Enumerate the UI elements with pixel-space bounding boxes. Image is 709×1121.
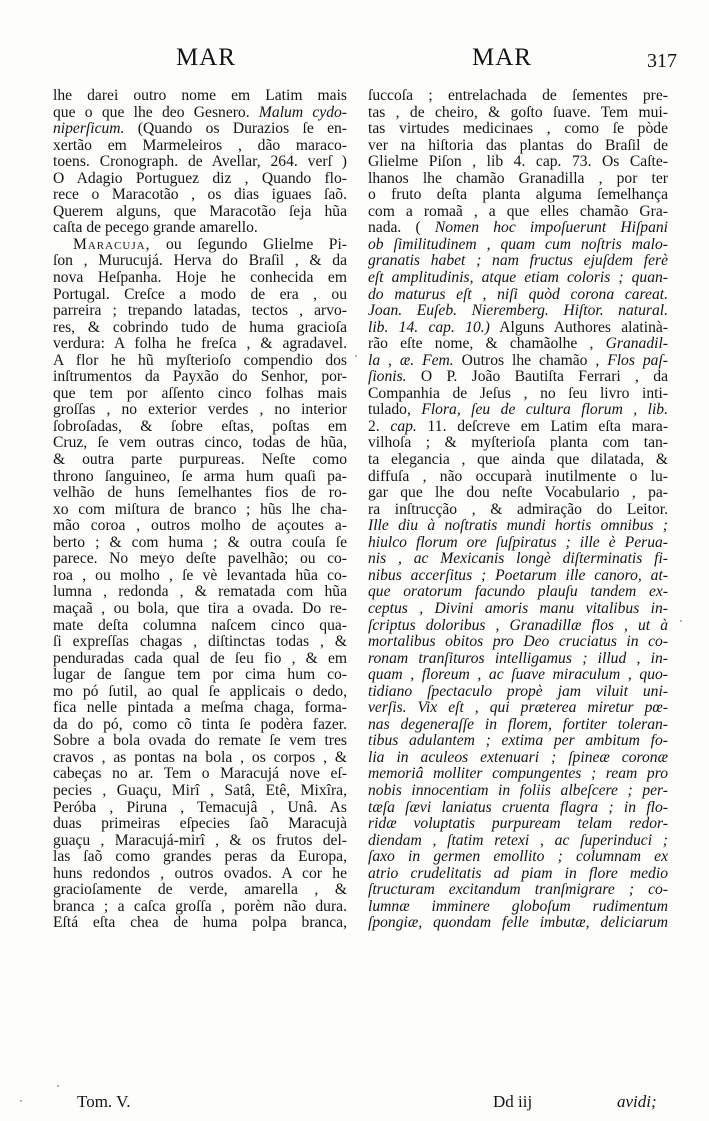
roman-segment: ta elegancia , que ainda que dilatada, & bbox=[368, 451, 668, 469]
text-line bbox=[368, 535, 668, 552]
roman-segment: com a romaã , a que elles chamão Gra- bbox=[368, 202, 668, 220]
text-line bbox=[368, 568, 668, 585]
roman-segment: xertão em Marmeleiros , dão maraco- bbox=[53, 136, 347, 154]
roman-segment: tas virtudes medicinaes , como ſe pòde bbox=[368, 120, 668, 138]
text-line bbox=[53, 800, 347, 817]
text-line bbox=[53, 568, 347, 585]
text-line bbox=[368, 783, 668, 800]
roman-segment: throno ſanguineo, ſe arma hum quaſi pa- bbox=[53, 467, 347, 485]
italic-segment: hiulco florum ore ſuſpiratus ; ille è Perua- bbox=[368, 533, 668, 551]
roman-segment: xo com miſtura de branco ; hũs lhe cha- bbox=[53, 500, 347, 518]
text-line bbox=[53, 750, 347, 767]
italic-segment: la , æ. Fem. bbox=[368, 351, 454, 369]
text-line bbox=[368, 733, 668, 750]
italic-segment: ronam tranſituros intelligamus ; illud , in- bbox=[368, 649, 668, 667]
text-line bbox=[53, 237, 347, 254]
roman-segment: & outra parte purpureas. Neſte como bbox=[53, 451, 347, 469]
text-line bbox=[53, 386, 347, 403]
roman-segment: lumna , redonda , & rematada com hũa bbox=[53, 583, 347, 601]
roman-segment: cravos , as pontas na bola , os corpos , & bbox=[53, 748, 347, 766]
roman-segment: penduradas cada qual de ſeu fio , & em bbox=[53, 649, 347, 667]
roman-segment: 11. deſcreve em Latim eſta mara- bbox=[416, 417, 669, 435]
text-line bbox=[53, 733, 347, 750]
roman-segment: inſtrumentos da Payxão do Senhor, por- bbox=[53, 368, 347, 386]
text-line bbox=[53, 502, 347, 519]
italic-segment: nis , ac Mexicanis longè diſterminatis fi- bbox=[368, 550, 668, 568]
roman-segment: guaçu , Maracujá-mirî , & os frutos del- bbox=[53, 831, 347, 849]
roman-segment: ou ſegundo Glielme Pi- bbox=[150, 235, 347, 253]
roman-segment: ra inſtrucção , & admiração do Leitor. bbox=[368, 500, 668, 518]
roman-segment: berto ; & com huma ; & outra couſa ſe bbox=[53, 533, 347, 551]
scan-speck bbox=[57, 1085, 59, 1087]
text-line bbox=[368, 435, 668, 452]
text-line bbox=[53, 766, 347, 783]
text-line bbox=[368, 287, 668, 304]
italic-segment: niperſicum. bbox=[53, 120, 125, 138]
text-line bbox=[53, 849, 347, 866]
italic-segment: ridæ voluptatis purpuream telam redor- bbox=[368, 815, 668, 833]
text-line bbox=[368, 485, 668, 502]
text-line bbox=[368, 816, 668, 833]
italic-segment: eſt amplitudinis, atque etiam coloris ; quan- bbox=[368, 269, 668, 287]
text-line bbox=[368, 402, 668, 419]
roman-segment: rece o Maracotão , os dias iguaes ſaõ. bbox=[53, 186, 347, 204]
italic-segment: nibus accerſitus ; Poetarum ille canoro, at- bbox=[368, 566, 668, 584]
roman-segment: gracioſamente de verde, amarella , & bbox=[53, 881, 347, 899]
roman-segment: Eſtá eſta chea de huma polpa branca, bbox=[53, 914, 347, 932]
italic-segment: lib. 14. cap. 10.) bbox=[368, 318, 490, 336]
roman-segment: toens. Cronograph. de Avellar, 264. verſ ) bbox=[53, 153, 347, 171]
text-line bbox=[368, 270, 668, 287]
italic-segment: verſis. Vix eſt , qui præterea miretur pœ- bbox=[368, 699, 668, 717]
text-line bbox=[368, 303, 668, 320]
roman-segment: mate deſta columna naſcem cinco qua- bbox=[53, 616, 347, 634]
italic-segment: lia in aculeos extenuari ; ſpineæ coronæ bbox=[368, 748, 668, 766]
text-line bbox=[53, 138, 347, 155]
roman-segment: mo pó ſutil, ao qual ſe applicais o dedo, bbox=[53, 682, 347, 700]
text-line bbox=[53, 684, 347, 701]
text-line bbox=[368, 882, 668, 899]
roman-segment: da do pó, como cõ tinta ſe podèra fazer. bbox=[53, 715, 347, 733]
italic-segment: atrio crudelitatis ad piam in flore medio bbox=[368, 864, 668, 882]
text-line bbox=[53, 402, 347, 419]
text-line bbox=[53, 634, 347, 651]
text-line bbox=[368, 766, 668, 783]
text-line bbox=[368, 551, 668, 568]
italic-segment: quam , floreum , ac ſuave miraculum , quo- bbox=[368, 666, 668, 684]
roman-segment: mão coroa , outros molho de açoutes a- bbox=[53, 517, 347, 535]
roman-segment: huns redondos , outros ovados. A cor he bbox=[53, 864, 347, 882]
italic-segment: ſtructuram excitandum tranſmigrare ; co- bbox=[368, 881, 668, 899]
italic-segment: Ille diu à noſtratis mundi hortis omnibus ; bbox=[368, 517, 668, 535]
volume-mark: Tom. V. bbox=[77, 1092, 131, 1111]
text-line bbox=[53, 618, 347, 635]
roman-segment: ver na hiſtoria das plantas do Braſil de bbox=[368, 136, 668, 154]
text-line bbox=[368, 469, 668, 486]
text-line bbox=[53, 88, 347, 105]
roman-segment: caſta de pecego grande amarello. bbox=[53, 219, 258, 237]
text-line bbox=[53, 270, 347, 287]
roman-segment: Cruz, ſe vem outras cinco, todas de hũa, bbox=[53, 434, 347, 452]
text-line bbox=[53, 651, 347, 668]
text-line bbox=[368, 899, 668, 916]
roman-segment: lhanos lhe chamão Granadilla , por ter bbox=[368, 169, 668, 187]
text-line bbox=[53, 121, 347, 138]
roman-segment: velhão de huns ſemelhantes fios de ro- bbox=[53, 484, 347, 502]
roman-segment: diffuſa , não occuparà inutilmente o lu- bbox=[368, 467, 668, 485]
text-line bbox=[368, 667, 668, 684]
right-text-column bbox=[368, 88, 668, 932]
text-line bbox=[368, 336, 668, 353]
roman-segment: O P. João Bautiſta Ferrari , da bbox=[406, 368, 668, 386]
text-line bbox=[368, 419, 668, 436]
italic-segment: Nomen hoc impoſuerunt Hiſpani bbox=[434, 219, 668, 237]
running-head-left: MAR bbox=[176, 44, 236, 71]
italic-segment: tidiano ſpectaculo propè jam viluit uni- bbox=[368, 682, 668, 700]
roman-segment: O Adagio Portuguez diz , Quando flo- bbox=[53, 169, 347, 187]
text-line bbox=[53, 584, 347, 601]
roman-segment: parece. No meyo deſte pavelhão; ou co- bbox=[53, 550, 347, 568]
italic-segment: nobis innocentiam in foliis albeſcere ; per- bbox=[368, 781, 668, 799]
text-line bbox=[53, 882, 347, 899]
italic-segment: tæſa ſævi laniatus cruenta flagra ; in flo- bbox=[368, 798, 668, 816]
text-line bbox=[53, 783, 347, 800]
roman-segment: tas , de cheiro, & goſto ſuave. Tem mui- bbox=[368, 103, 668, 121]
text-line bbox=[368, 866, 668, 883]
roman-segment: ſuccoſa ; entrelachada de ſementes pre- bbox=[368, 87, 668, 104]
headword: Maracuja, bbox=[73, 235, 151, 253]
text-line bbox=[53, 105, 347, 122]
text-line bbox=[368, 154, 668, 171]
italic-segment: ob ſimilitudinem , quam cum noſtris malo- bbox=[368, 235, 668, 253]
scan-speck bbox=[20, 1100, 22, 1102]
roman-segment: pecies , Guaçu, Mirî , Satâ, Etê, Mixîra, bbox=[53, 781, 347, 799]
italic-segment: Joan. Euſeb. Nieremberg. Hiſtor. natural. bbox=[368, 302, 668, 320]
italic-segment: mortalibus obitos pro Deo cruciatus in co- bbox=[368, 633, 668, 651]
roman-segment: Querem alguns, que Maracotão ſeja hũa bbox=[53, 202, 347, 220]
italic-segment: nas degeneraſſe in florem, fortiter toleran- bbox=[368, 715, 668, 733]
text-line bbox=[53, 899, 347, 916]
text-line bbox=[53, 253, 347, 270]
text-line bbox=[53, 485, 347, 502]
text-line bbox=[53, 518, 347, 535]
italic-segment: Granadil- bbox=[605, 335, 668, 353]
text-line bbox=[368, 353, 668, 370]
text-line bbox=[368, 121, 668, 138]
text-line bbox=[53, 287, 347, 304]
roman-segment: ſobroſadas, & ſobre eſtas, poſtas em bbox=[53, 417, 347, 435]
italic-segment: granatis habet ; nam fructus ejuſdem ferè bbox=[368, 252, 668, 270]
italic-segment: Flos paſ- bbox=[607, 351, 668, 369]
italic-segment: ceptus , Divini amoris manu vitalibus in- bbox=[368, 599, 668, 617]
text-line bbox=[368, 833, 668, 850]
text-line bbox=[53, 866, 347, 883]
text-line bbox=[53, 915, 347, 932]
italic-segment: que oratorum facundo plauſu tandem ex- bbox=[368, 583, 668, 601]
text-line bbox=[53, 535, 347, 552]
italic-segment: Flora, ſeu de cultura florum , lib. bbox=[421, 401, 668, 419]
roman-segment: groſſas , no exterior verdes , no interior bbox=[53, 401, 347, 419]
roman-segment: parreira ; trepando latadas, tectos , arvo- bbox=[53, 302, 347, 320]
text-line bbox=[53, 667, 347, 684]
roman-segment: branca ; a caſca groſſa , porèm não dura. bbox=[53, 897, 347, 915]
text-line bbox=[368, 618, 668, 635]
text-line bbox=[53, 220, 347, 237]
text-line bbox=[368, 584, 668, 601]
italic-segment: ſpongiæ, quondam felle imbutæ, deliciarum bbox=[368, 914, 668, 932]
text-line bbox=[53, 419, 347, 436]
text-line bbox=[368, 849, 668, 866]
text-line bbox=[53, 452, 347, 469]
text-line bbox=[368, 187, 668, 204]
roman-segment: nova Heſpanha. Hoje he conhecida em bbox=[53, 269, 347, 287]
roman-segment: fica nelle pintada a meſma chaga, forma- bbox=[53, 699, 347, 717]
text-line bbox=[53, 816, 347, 833]
text-line bbox=[368, 502, 668, 519]
roman-segment: Portugal. Creſce a modo de era , ou bbox=[53, 285, 347, 303]
roman-segment: que o que lhe deo Gesnero. bbox=[53, 103, 259, 121]
roman-segment: nada. ( bbox=[368, 219, 435, 237]
roman-segment: ſon , Murucujá. Herva do Braſil , & da bbox=[53, 252, 347, 270]
catchword: avidi; bbox=[617, 1092, 657, 1111]
text-line bbox=[368, 386, 668, 403]
roman-segment: (Quando os Durazios ſe en- bbox=[124, 120, 347, 138]
roman-segment: A flor he hũ myſterioſo compendio dos bbox=[53, 351, 347, 369]
italic-segment: lumnæ imminere globoſum rudimentum bbox=[368, 897, 668, 915]
left-text-column bbox=[53, 88, 347, 932]
text-line bbox=[368, 253, 668, 270]
roman-segment: 2. bbox=[368, 417, 391, 435]
text-line bbox=[53, 601, 347, 618]
roman-segment: Glielme Piſon , lib 4. cap. 73. Os Caſte- bbox=[368, 153, 668, 171]
italic-segment: tibus adulantem ; extima per ambitum fo- bbox=[368, 732, 668, 750]
roman-segment: tulado, bbox=[368, 401, 422, 419]
roman-segment: que tem por aſſento cinco folhas mais bbox=[53, 384, 347, 402]
text-line bbox=[53, 204, 347, 221]
text-line bbox=[53, 435, 347, 452]
roman-segment: rão eſte nome, & chamãolhe , bbox=[368, 335, 606, 353]
roman-segment: o fruto deſta planta alguma ſemelhança bbox=[368, 186, 668, 204]
text-line bbox=[368, 369, 668, 386]
text-line bbox=[368, 204, 668, 221]
text-line bbox=[368, 237, 668, 254]
roman-segment: lhe darei outro nome em Latim mais bbox=[53, 87, 347, 104]
text-line bbox=[53, 717, 347, 734]
italic-segment: diendam , ſtatim retexi , ac ſuperinduci ; bbox=[368, 831, 668, 849]
roman-segment: vilhoſa ; & myſterioſa planta com tan- bbox=[368, 434, 668, 452]
roman-segment: roa , ou molho , ſe vè levantada hũa co- bbox=[53, 566, 347, 584]
text-line bbox=[53, 320, 347, 337]
text-line bbox=[368, 750, 668, 767]
text-line bbox=[368, 684, 668, 701]
scan-speck bbox=[680, 620, 682, 622]
running-head-right: MAR bbox=[472, 44, 532, 71]
roman-segment: maçaã , ou bola, que tira a ovada. Do re- bbox=[53, 599, 347, 617]
text-line bbox=[53, 336, 347, 353]
text-line bbox=[53, 833, 347, 850]
text-line bbox=[53, 700, 347, 717]
text-line bbox=[368, 452, 668, 469]
text-line bbox=[53, 187, 347, 204]
italic-segment: ſionis. bbox=[368, 368, 407, 386]
italic-segment: do maturus eſt , niſi quòd corona careat. bbox=[368, 285, 668, 303]
roman-segment: Outros lhe chamão , bbox=[453, 351, 608, 369]
roman-segment: Alguns Authores alatinà- bbox=[489, 318, 668, 336]
italic-segment: memoriâ molliter compungentes ; ream pro bbox=[368, 765, 668, 783]
roman-segment: res, & cobrindo tudo de huma gracioſa bbox=[53, 318, 347, 336]
roman-segment: verdura: A folha he freſca , & agradavel. bbox=[53, 335, 347, 353]
text-line bbox=[368, 320, 668, 337]
text-line bbox=[368, 717, 668, 734]
italic-segment: Malum cydo- bbox=[258, 103, 347, 121]
roman-segment: las ſaõ como grandes peras da Europa, bbox=[53, 848, 347, 866]
text-line bbox=[53, 154, 347, 171]
text-line bbox=[368, 800, 668, 817]
roman-segment: duas primeiras eſpecies ſaõ Maracujà bbox=[53, 815, 347, 833]
italic-segment: ſcriptus doloribus , Granadillæ flos , ut à bbox=[368, 616, 668, 634]
italic-segment: cap. bbox=[390, 417, 417, 435]
text-line bbox=[53, 303, 347, 320]
scan-speck bbox=[355, 355, 357, 357]
text-line bbox=[368, 915, 668, 932]
page-number: 317 bbox=[647, 50, 677, 72]
text-line bbox=[368, 601, 668, 618]
roman-segment: ſi expreſſas chagas , diſtinctas todas , & bbox=[53, 633, 347, 651]
text-line bbox=[368, 651, 668, 668]
text-line bbox=[368, 518, 668, 535]
roman-segment: Peróba , Piruna , Temacujâ , Unâ. As bbox=[53, 798, 347, 816]
roman-segment: Sobre a bola ovada do remate ſe vem tres bbox=[53, 732, 347, 750]
text-line bbox=[53, 353, 347, 370]
text-line bbox=[368, 138, 668, 155]
roman-segment: cabeças no ar. Tem o Maracujá nove eſ- bbox=[53, 765, 347, 783]
italic-segment: ſaxo in germen emollito ; columnam ex bbox=[368, 848, 668, 866]
text-line bbox=[368, 634, 668, 651]
text-line bbox=[368, 220, 668, 237]
text-line bbox=[53, 171, 347, 188]
signature-mark: Dd iij bbox=[493, 1092, 533, 1111]
text-line bbox=[368, 105, 668, 122]
text-line bbox=[368, 700, 668, 717]
roman-segment: Companhia de Jeſus , no ſeu livro inti- bbox=[368, 384, 668, 402]
roman-segment: gar que lhe dou neſte Vocabulario , pa- bbox=[368, 484, 668, 502]
text-line bbox=[368, 171, 668, 188]
text-line bbox=[53, 369, 347, 386]
text-line bbox=[53, 469, 347, 486]
text-line bbox=[53, 551, 347, 568]
text-line bbox=[368, 88, 668, 105]
roman-segment: lugar de ſangue tem por cima hum co- bbox=[53, 666, 347, 684]
